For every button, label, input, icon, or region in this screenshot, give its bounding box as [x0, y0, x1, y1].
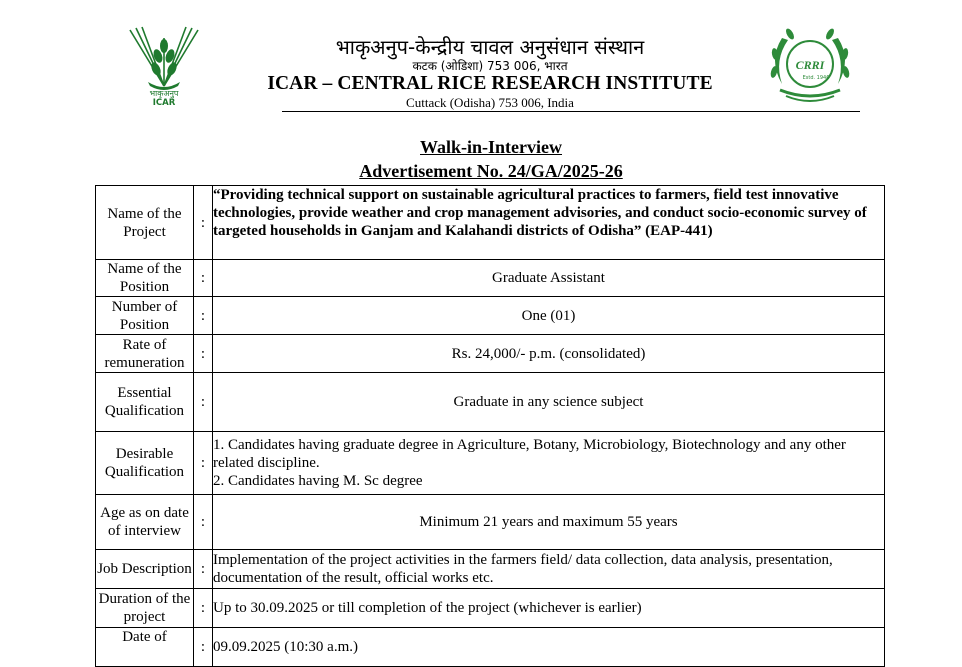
row-label: Name of the Project [96, 186, 194, 260]
row-separator: : [194, 373, 213, 432]
row-label: Name of the Position [96, 260, 194, 297]
table-row [96, 550, 885, 589]
svg-text:ICAR: ICAR [152, 98, 176, 108]
row-label: Job Description [96, 550, 194, 589]
row-label: Number of Position [96, 297, 194, 335]
row-separator: : [194, 628, 213, 667]
row-value: Implementation of the project activities in the farmers field/ data collection, data analysis, presentation, documentation of the result, official works etc. [213, 550, 885, 589]
table-row [96, 589, 885, 628]
table-row [96, 495, 885, 550]
row-value: Up to 30.09.2025 or till completion of the project (whichever is earlier) [213, 589, 885, 628]
row-separator: : [194, 589, 213, 628]
icar-wheat-logo [118, 24, 210, 108]
row-separator: : [194, 495, 213, 550]
advertisement-number: Advertisement No. 24/GA/2025-26 [359, 161, 623, 181]
table-row [96, 432, 885, 495]
row-label: Desirable Qualification [96, 432, 194, 495]
institute-name: ICAR – CENTRAL RICE RESEARCH INSTITUTE [267, 73, 713, 94]
institute-name-hindi: भाकृअनुप-केन्द्रीय चावल अनुसंधान संस्थान [335, 35, 645, 59]
row-separator: : [194, 550, 213, 589]
row-label: Date of [96, 628, 194, 667]
table-row [96, 186, 885, 260]
row-label: Age as on date of interview [96, 495, 194, 550]
table-row [96, 297, 885, 335]
row-value: 09.09.2025 (10:30 a.m.) [213, 628, 885, 667]
institute-address-hindi: कटक (ओडिशा) 753 006, भारत [412, 59, 568, 73]
row-separator: : [194, 297, 213, 335]
desirable-line: 2. Candidates having M. Sc degree [213, 473, 423, 489]
table-row [96, 335, 885, 373]
svg-text:CRRI: CRRI [795, 58, 825, 72]
row-value: Graduate Assistant [213, 260, 885, 297]
row-value: Rs. 24,000/- p.m. (consolidated) [213, 335, 885, 373]
header-divider [282, 111, 860, 112]
table-row [96, 260, 885, 297]
row-separator: : [194, 186, 213, 260]
row-label: Duration of the project [96, 589, 194, 628]
row-value: One (01) [213, 297, 885, 335]
table-row [96, 628, 885, 667]
institute-address: Cuttack (Odisha) 753 006, India [406, 95, 574, 110]
project-name: “Providing technical support on sustainable agricultural practices to farmers, field test innovative technologies, provide weather and crop management advisories, and conduct socio-economic survey of targeted households in Ganjam and Kalahandi districts of Odisha” (EAP-441) [213, 186, 885, 260]
row-separator: : [194, 432, 213, 495]
row-value: Minimum 21 years and maximum 55 years [213, 495, 885, 550]
table-row [96, 373, 885, 432]
row-value: Graduate in any science subject [213, 373, 885, 432]
row-label: Rate of remuneration [96, 335, 194, 373]
svg-text:Estd. 1946: Estd. 1946 [802, 75, 830, 81]
row-separator: : [194, 335, 213, 373]
row-separator: : [194, 260, 213, 297]
walk-in-heading: Walk-in-Interview [420, 137, 562, 157]
details-table [95, 185, 885, 667]
crri-emblem-logo [760, 24, 860, 110]
row-value [213, 432, 885, 495]
svg-text:भाकृअनुप: भाकृअनुप [149, 89, 179, 98]
row-label: Essential Qualification [96, 373, 194, 432]
desirable-line: 1. Candidates having graduate degree in Agriculture, Botany, Microbiology, Biotechnology and any other related discipline. [213, 437, 846, 471]
